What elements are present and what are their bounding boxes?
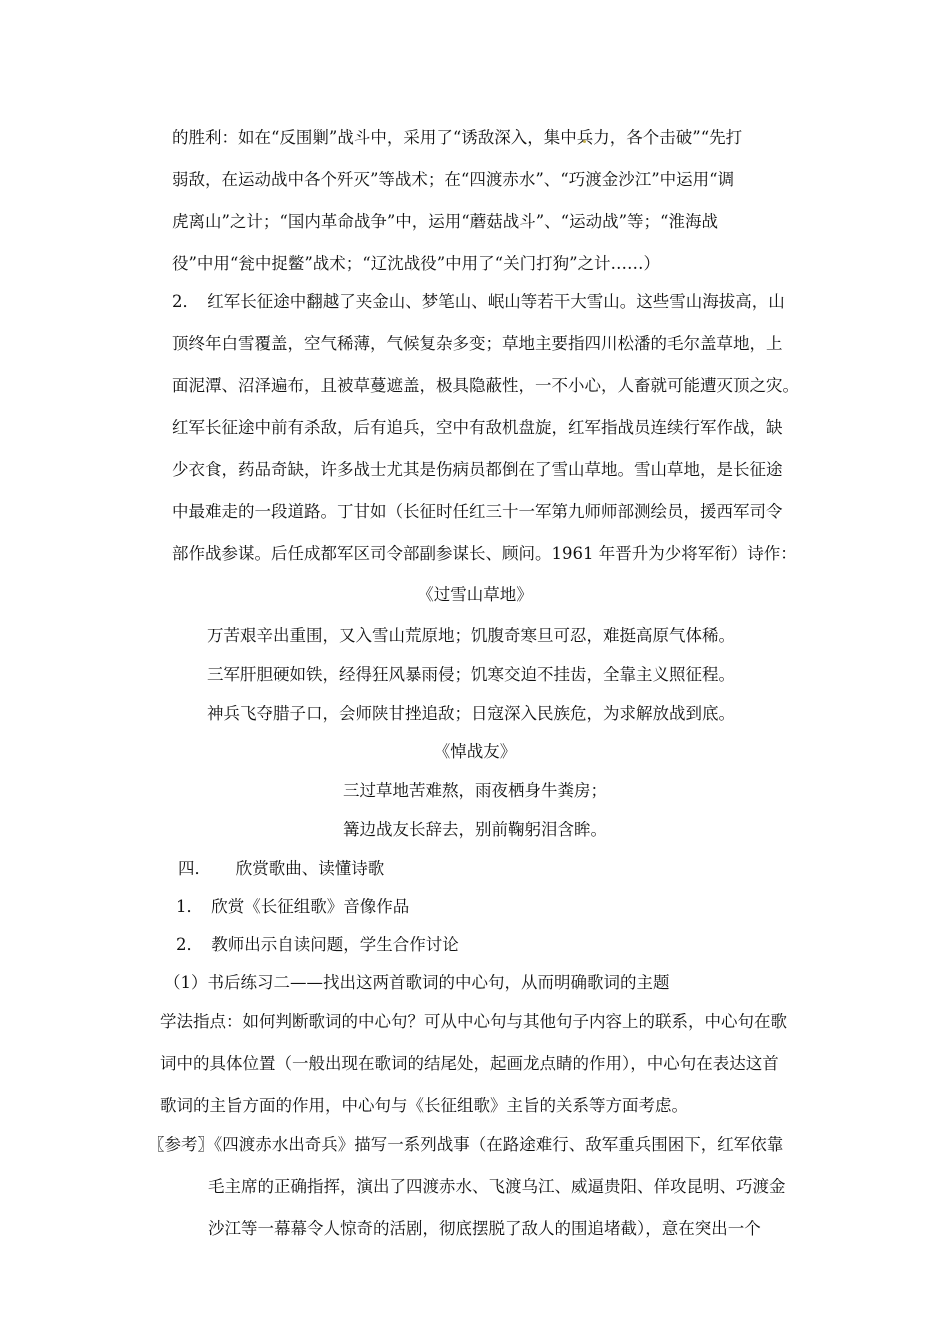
text-line: 弱敌，在运动战中各个歼灭”等战术；在“四渡赤水”、“巧渡金沙江”中运用“调 [172,170,735,189]
text-line: 部作战参谋。后任成都军区司令部副参谋长、顾问。1961 年晋升为少将军衔）诗作： [172,544,797,563]
text-line: 词中的具体位置（一般出现在歌词的结尾处，起画龙点睛的作用），中心句在表达这首 [160,1054,779,1073]
list-item: 2． 教师出示自读问题，学生合作讨论 [176,935,459,954]
text-line: 毛主席的正确指挥，演出了四渡赤水、飞渡乌江、威逼贵阳、佯攻昆明、巧渡金 [208,1177,786,1196]
text-line: 红军长征途中前有杀敌，后有追兵，空中有敌机盘旋，红军指战员连续行军作战，缺 [172,418,783,437]
text-line: 中最难走的一段道路。丁甘如（长征时任红三十一军第九师师部测绘员，援西军司令 [172,502,783,521]
sub-question: （1）书后练习二——找出这两首歌词的中心句，从而明确歌词的主题 [164,973,670,992]
text-line: 沙江等一幕幕令人惊奇的活剧，彻底摆脱了敌人的围追堵截），意在突出一个 [208,1219,761,1238]
text-line: 的胜利：如在“反围剿”战斗中，采用了“诱敌深入，集中兵力，各个击破”“先打 [172,128,743,147]
poem-line: 篝边战友长辞去，别前鞠躬泪含眸。 [343,820,607,839]
text-line: 2． 红军长征途中翻越了夹金山、梦笔山、岷山等若干大雪山。这些雪山海拔高，山 [172,292,785,311]
reference-line: 〖参考〗《四渡赤水出奇兵》描写一系列战事（在路途难行、敌军重兵围困下，红军依靠 [148,1135,784,1154]
text-line: 歌词的主旨方面的作用，中心句与《长征组歌》主旨的关系等方面考虑。 [160,1096,688,1115]
text-line: 顶终年白雪覆盖，空气稀薄，气候复杂多变；草地主要指四川松潘的毛尔盖草地，上 [172,334,783,353]
text-line: 少衣食，药品奇缺，许多战士尤其是伤病员都倒在了雪山草地。雪山草地，是长征途 [172,460,783,479]
poem-title: 《过雪山草地》 [417,585,533,604]
text-line: 虎离山”之计；“国内革命战争”中，运用“蘑菇战斗”、“运动战”等；“淮海战 [172,212,718,231]
poem-title: 《悼战友》 [433,742,517,761]
text-line: 学法指点：如何判断歌词的中心句？可从中心句与其他句子内容上的联系，中心句在歌 [160,1012,787,1031]
text-line: 役”中用“瓮中捉鳖”战术；“辽沈战役”中用了“关门打狗”之计……） [172,254,661,273]
section-heading: 四． 欣赏歌曲、读懂诗歌 [178,859,385,878]
list-item: 1． 欣赏《长征组歌》音像作品 [176,897,410,916]
poem-line: 神兵飞夺腊子口，会师陕甘挫追敌；日寇深入民族危，为求解放战到底。 [207,704,735,723]
poem-line: 万苦艰辛出重围，又入雪山荒原地；饥腹奇寒旦可忍，难挺高原气体稀。 [207,626,735,645]
poem-line: 三过草地苦难熬，雨夜栖身牛粪房； [343,781,607,800]
text-line: 面泥潭、沼泽遍布，且被草蔓遮盖，极具隐蔽性，一不小心，人畜就可能遭灭顶之灾。 [172,376,799,395]
poem-line: 三军肝胆硬如铁，经得狂风暴雨侵；饥寒交迫不挂齿，全靠主义照征程。 [207,665,735,684]
